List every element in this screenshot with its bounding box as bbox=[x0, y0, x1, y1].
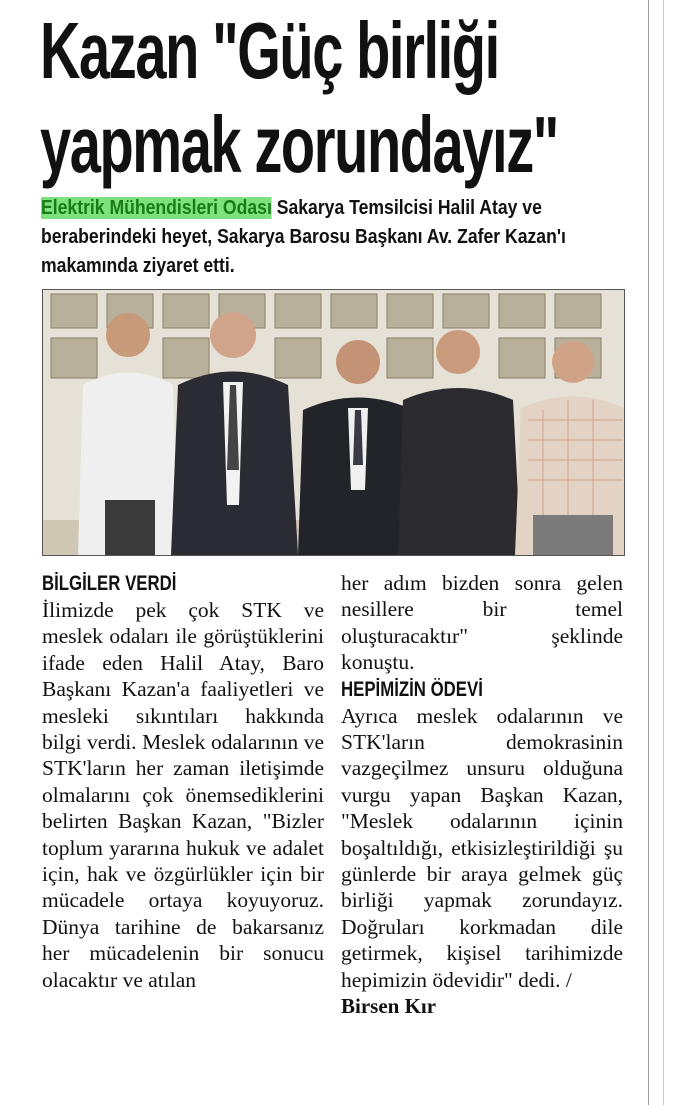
lead-text: Sakarya Temsilcisi Halil Atay ve beraberindeki heyet, Sakarya Barosu Başkanı Av. Zafer Kazan'ı makamında ziyaret etti. bbox=[41, 197, 566, 277]
lead-highlight: Elektrik Mühendisleri Odası bbox=[41, 197, 272, 219]
headline-line-2: yapmak zorundayız" bbox=[40, 100, 558, 189]
section-body-bilgiler-verdi: İlimizde pek çok STK ve meslek odaları ile görüştüklerini ifade eden Halil Atay, Baro Başkanı Kazan'a faaliyetleri ve mesleki sıkıntıları hakkında bilgi verdi. Meslek odalarının ve STK'ların her zaman iletişimde olmalarını çok önemsediklerini belirten Başkan Kazan, "Bizler toplum yararına hukuk ve adalet için, hak ve özgürlükler için bir mücadele ortaya koyuyoruz. Dünya tarihine de bakarsanız her mücadelenin bir sonucu olacaktır ve atılan bbox=[42, 598, 324, 992]
headline bbox=[40, 4, 558, 192]
page-border-outer bbox=[663, 0, 664, 1105]
column-left bbox=[42, 570, 324, 993]
column-right bbox=[341, 570, 623, 1019]
lead-paragraph bbox=[41, 194, 569, 281]
page-border bbox=[648, 0, 649, 1105]
byline: Birsen Kır bbox=[341, 994, 437, 1019]
group-photo bbox=[42, 289, 625, 556]
headline-line-1: Kazan "Güç birliği bbox=[40, 6, 499, 95]
section-body-hepimizin-odevi: Ayrıca meslek odalarının ve STK'ların demokrasinin vazgeçilmez unsuru olduğuna vurgu yapan Başkan Kazan, "Meslek odalarının içinin boşaltıldığı, etkisizleştirildiği şu günlerde bir araya gelmek güç birliği yapmak zorundayız. Doğruları korkmadan dile getirmek, kişisel tarihimizde hepimizin ödevidir" dedi. / bbox=[341, 703, 623, 992]
section-body-continued: her adım bizden sonra gelen nesillere bir temel oluşturacaktır" şeklinde konuştu. bbox=[341, 571, 623, 675]
section-heading-hepimizin-odevi: HEPİMİZİN ÖDEVİ bbox=[341, 677, 483, 701]
section-heading-bilgiler-verdi: BİLGİLER VERDİ bbox=[42, 572, 177, 595]
